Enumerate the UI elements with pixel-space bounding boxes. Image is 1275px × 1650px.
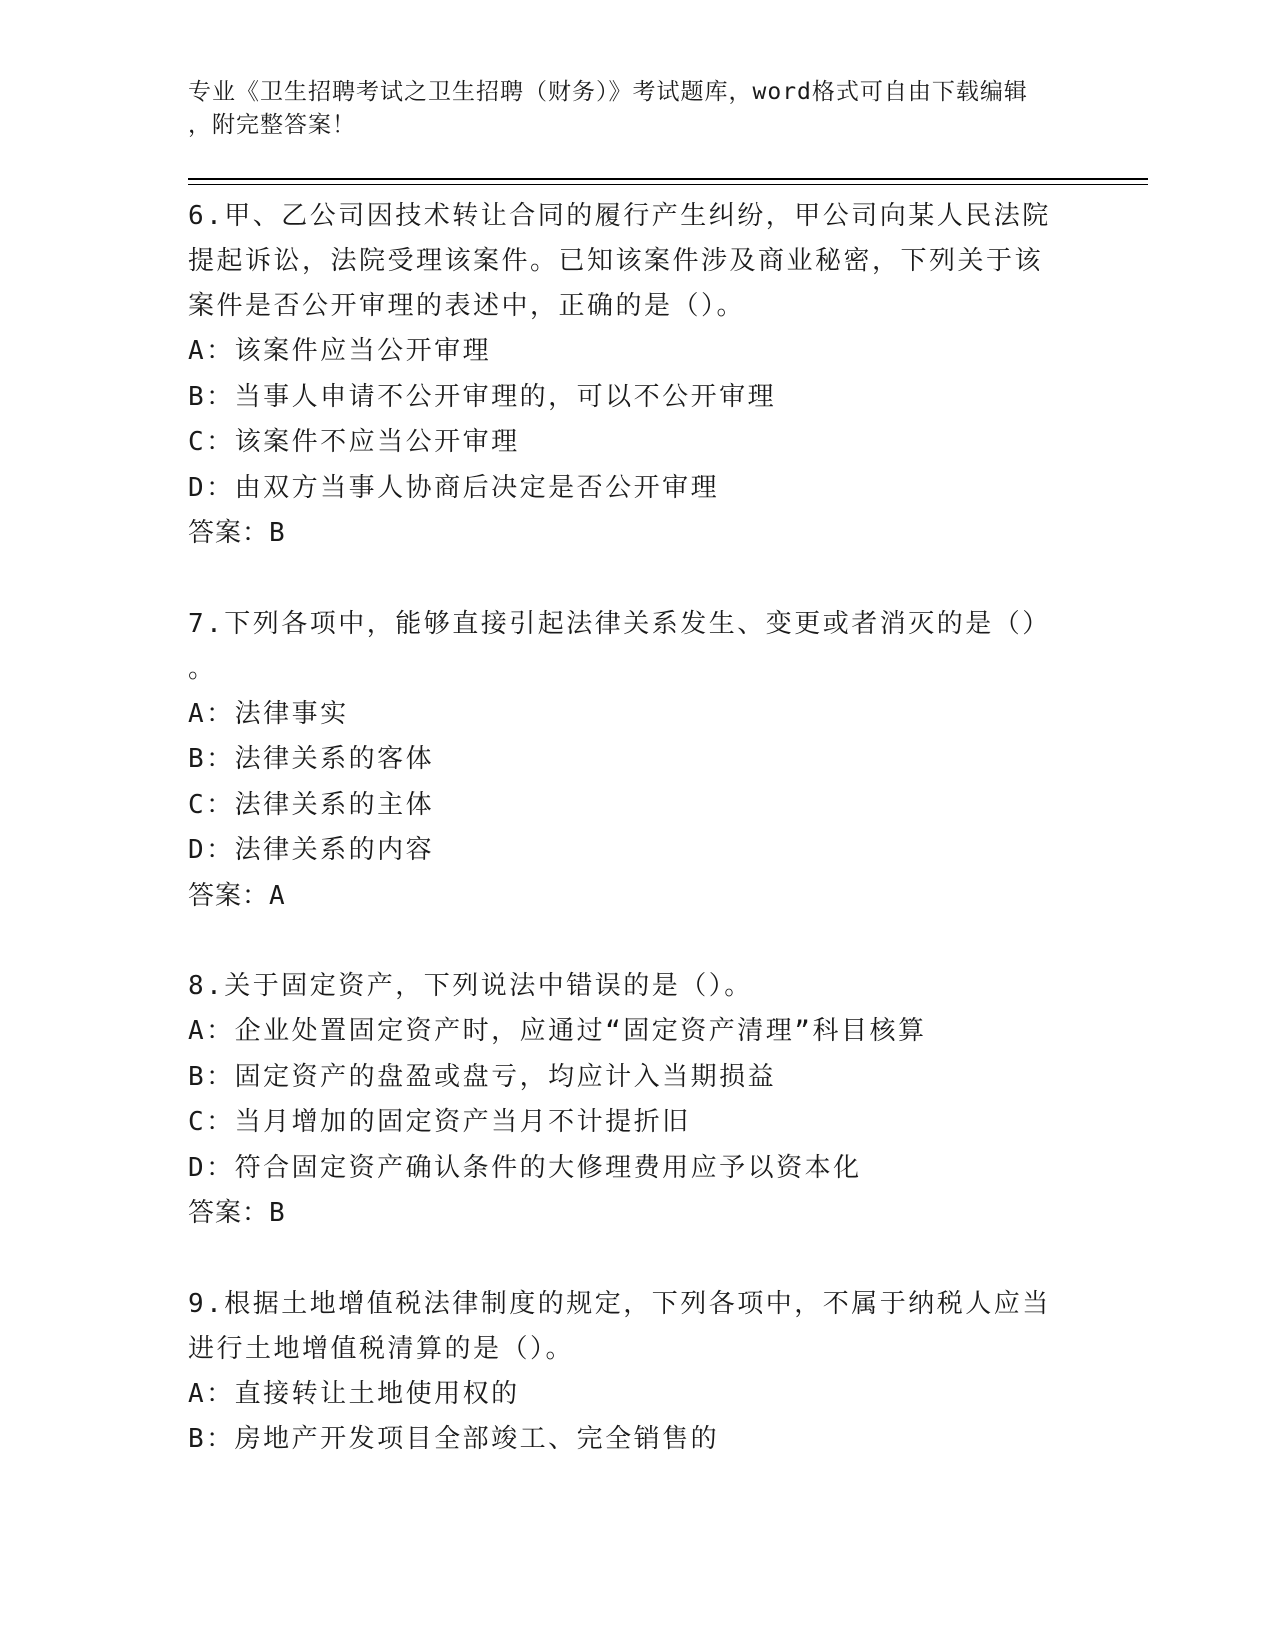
answer-label: 答案：B xyxy=(188,1198,286,1228)
option-a: A：直接转让土地使用权的 xyxy=(188,1378,520,1409)
option-b: B：房地产开发项目全部竣工、完全销售的 xyxy=(188,1424,720,1454)
question-7 xyxy=(188,602,1068,920)
option-a: A：该案件应当公开审理 xyxy=(188,336,492,366)
option-d: D：由双方当事人协商后决定是否公开审理 xyxy=(188,472,720,503)
header-line-1: 专业《卫生招聘考试之卫生招聘（财务）》考试题库，word格式可自由下载编辑 xyxy=(188,79,1028,105)
document-header xyxy=(188,76,1068,142)
option-d: D：法律关系的内容 xyxy=(188,835,435,865)
option-c: C：该案件不应当公开审理 xyxy=(188,427,520,457)
question-stem: 7.下列各项中，能够直接引起法律关系发生、变更或者消灭的是（） 。 xyxy=(188,608,1051,684)
question-stem: 6.甲、乙公司因技术转让合同的履行产生纠纷，甲公司向某人民法院 提起诉讼，法院受理该案件。已知该案件涉及商业秘密，下列关于该 案件是否公开审理的表述中，正确的是（）。 xyxy=(188,201,1051,321)
question-8 xyxy=(188,964,1068,1237)
answer-label: 答案：A xyxy=(188,880,286,911)
question-stem: 8.关于固定资产，下列说法中错误的是（）。 xyxy=(188,971,753,1001)
header-divider-thin xyxy=(188,184,1148,185)
option-c: C：法律关系的主体 xyxy=(188,789,435,820)
option-b: B：固定资产的盘盈或盘亏，均应计入当期损益 xyxy=(188,1061,777,1092)
option-b: B：当事人申请不公开审理的，可以不公开审理 xyxy=(188,381,777,412)
question-list xyxy=(188,194,1068,1508)
header-divider-thick xyxy=(188,178,1148,180)
header-line-2: ，附完整答案！ xyxy=(188,112,356,138)
option-d: D：符合固定资产确认条件的大修理费用应予以资本化 xyxy=(188,1152,862,1183)
answer-label: 答案：B xyxy=(188,518,286,548)
option-a: A：法律事实 xyxy=(188,698,349,729)
option-b: B：法律关系的客体 xyxy=(188,744,435,774)
question-6 xyxy=(188,194,1068,557)
question-stem: 9.根据土地增值税法律制度的规定，下列各项中，不属于纳税人应当 进行土地增值税清算的是（）。 xyxy=(188,1288,1051,1364)
question-9 xyxy=(188,1282,1068,1463)
option-c: C：当月增加的固定资产当月不计提折旧 xyxy=(188,1107,691,1137)
option-a: A：企业处置固定资产时，应通过“固定资产清理”科目核算 xyxy=(188,1016,927,1046)
